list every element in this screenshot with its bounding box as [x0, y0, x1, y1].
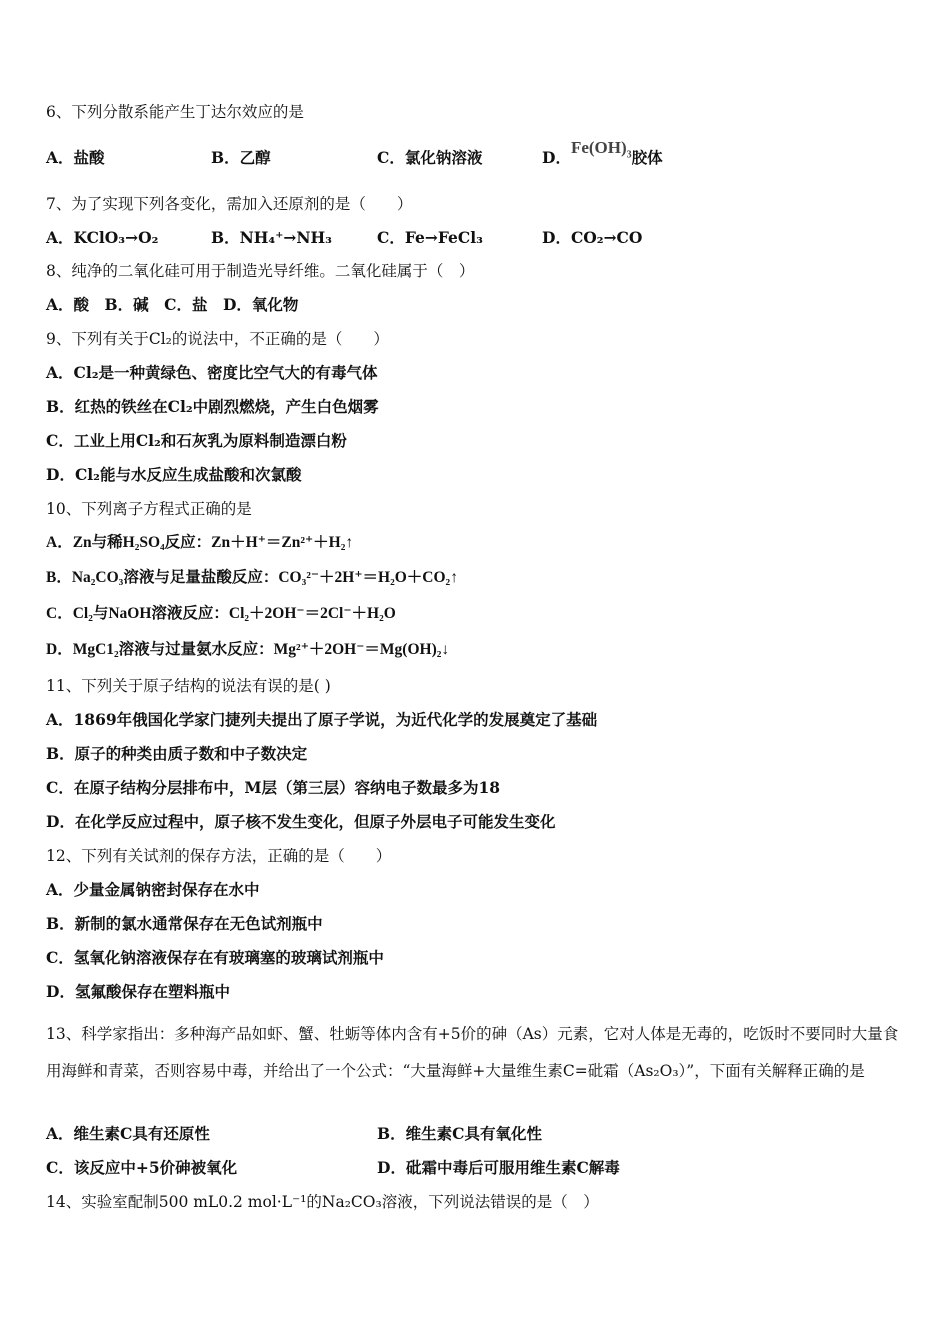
q6-options [0, 138, 950, 172]
q12-stem: 12、下列有关试剂的保存方法，正确的是（ ） [46, 847, 392, 865]
q10-option-d: D．MgC1₂溶液与过量氨水反应：Mg²⁺＋2OH⁻＝Mg(OH)₂↓ [46, 641, 450, 658]
q13-stem: 13、科学家指出：多种海产品如虾、蟹、牡蛎等体内含有+5价的砷（As）元素，它对人体是无毒的，吃饭时不要同时大量食用海鲜和青菜，否则容易中毒，并给出了一个公式：“大量海鲜+大量维生素C=砒霜（As₂O₃）”，下面有关解释正确的是 [46, 1025, 899, 1080]
q13-option-d: D．砒霜中毒后可服用维生素C解毒 [377, 1158, 620, 1177]
q10-option-a: A．Zn与稀H₂SO₄反应：Zn＋H⁺＝Zn²⁺＋H₂↑ [46, 534, 354, 551]
q6-option-b: B．乙醇 [211, 148, 271, 167]
q6-stem: 6、下列分散系能产生丁达尔效应的是 [46, 103, 304, 121]
q10-option-b: B．Na₂CO₃溶液与足量盐酸反应：CO₃²⁻＋2H⁺＝H₂O＋CO₂↑ [46, 569, 458, 586]
q7-option-d: D．CO₂→CO [542, 228, 643, 247]
q13-options-row2 [0, 1158, 950, 1180]
q11-option-d: D．在化学反应过程中，原子核不发生变化，但原子外层电子可能发生变化 [46, 812, 556, 831]
q6-option-d [542, 138, 663, 175]
q9-option-c: C．工业上用Cl₂和石灰乳为原料制造漂白粉 [46, 431, 347, 450]
q11-option-a: A．1869年俄国化学家门捷列夫提出了原子学说，为近代化学的发展奠定了基础 [46, 710, 598, 729]
q12-option-b: B．新制的氯水通常保存在无色试剂瓶中 [46, 914, 323, 933]
q6-option-d-prefix: D． [542, 148, 571, 167]
q6-formula-main: Fe(OH) [570, 138, 627, 157]
q11-option-b: B．原子的种类由质子数和中子数决定 [46, 744, 308, 763]
q10-option-c: C．Cl₂与NaOH溶液反应：Cl₂＋2OH⁻＝2Cl⁻＋H₂O [46, 605, 396, 622]
q6-option-d-suffix: 胶体 [631, 148, 663, 167]
q7-option-b: B．NH₄⁺→NH₃ [211, 228, 332, 247]
q13-option-c: C．该反应中+5价砷被氧化 [46, 1158, 238, 1177]
q6-formula-sub: 3 [626, 149, 632, 161]
q9-option-b: B．红热的铁丝在Cl₂中剧烈燃烧，产生白色烟雾 [46, 397, 379, 416]
q8-options: A．酸 B．碱 C．盐 D．氧化物 [46, 295, 299, 314]
q10-stem: 10、下列离子方程式正确的是 [46, 500, 252, 518]
q7-option-a: A．KClO₃→O₂ [46, 228, 159, 247]
q11-stem: 11、下列关于原子结构的说法有误的是( ) [46, 677, 331, 695]
q6-option-c: C．氯化钠溶液 [377, 148, 483, 167]
q9-option-d: D．Cl₂能与水反应生成盐酸和次氯酸 [46, 465, 302, 484]
q12-option-a: A．少量金属钠密封保存在水中 [46, 880, 260, 899]
q7-stem: 7、为了实现下列各变化，需加入还原剂的是（ ） [46, 195, 413, 213]
q11-option-c: C．在原子结构分层排布中，M层（第三层）容纳电子数最多为18 [46, 778, 501, 797]
q9-stem: 9、下列有关于Cl₂的说法中，不正确的是（ ） [46, 330, 389, 348]
q6-option-a: A．盐酸 [46, 148, 105, 167]
q14-stem: 14、实验室配制500 mL0.2 mol·L⁻¹的Na₂CO₃溶液，下列说法错误的是（ ） [46, 1193, 599, 1211]
q7-option-c: C．Fe→FeCl₃ [377, 228, 483, 247]
q13-option-a: A．维生素C具有还原性 [46, 1124, 210, 1143]
q9-option-a: A．Cl₂是一种黄绿色、密度比空气大的有毒气体 [46, 363, 378, 382]
q7-options [0, 228, 950, 250]
q6-option-d-formula [570, 138, 632, 161]
q13-options-row1 [0, 1124, 950, 1146]
q12-option-c: C．氢氧化钠溶液保存在有玻璃塞的玻璃试剂瓶中 [46, 948, 384, 967]
q8-stem: 8、纯净的二氧化硅可用于制造光导纤维。二氧化硅属于（ ） [46, 262, 475, 280]
q13-option-b: B．维生素C具有氧化性 [377, 1124, 542, 1143]
q12-option-d: D．氢氟酸保存在塑料瓶中 [46, 982, 230, 1001]
